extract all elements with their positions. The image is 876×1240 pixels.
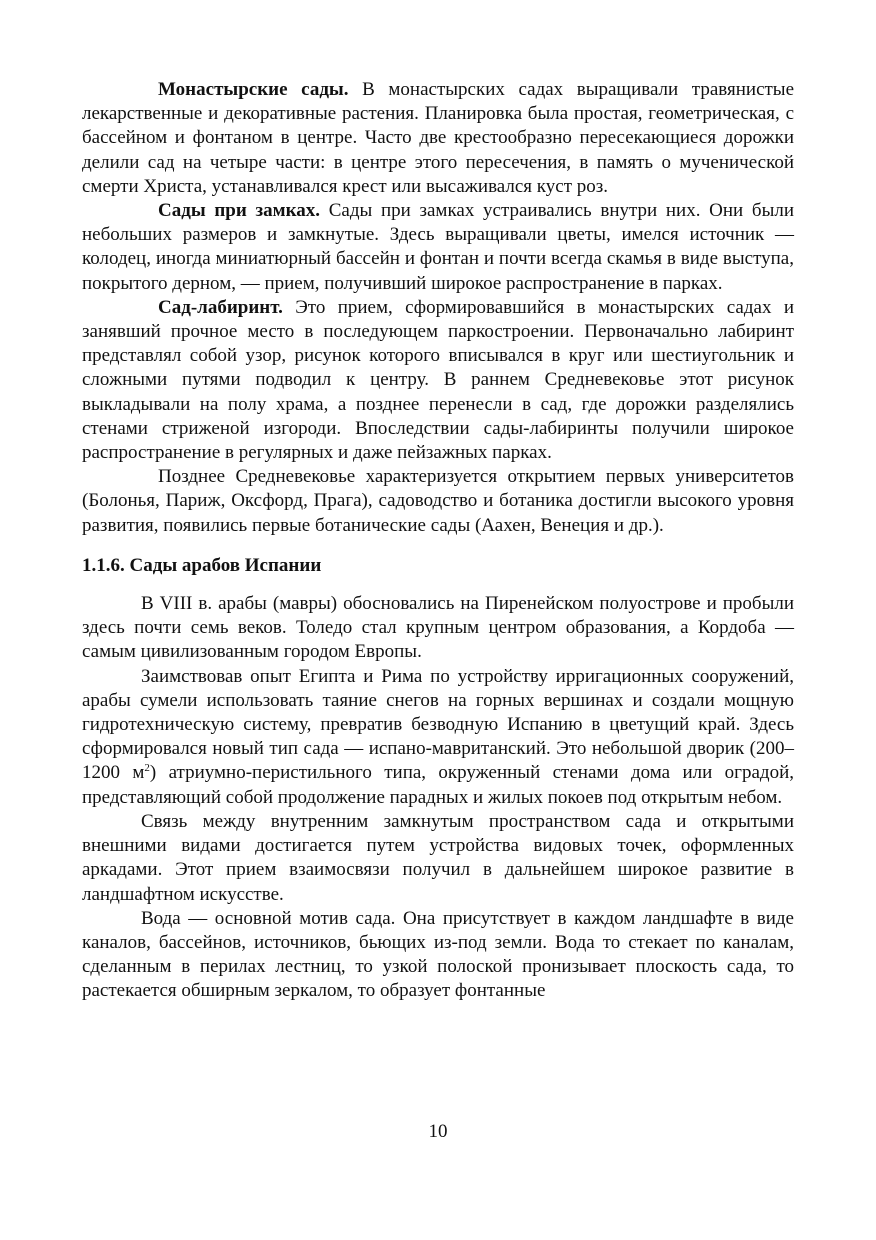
paragraph-arabs-spain: В VIII в. арабы (мавры) обосновались на Пиренейском полуострове и пробыли здесь почти семь веков. Толедо стал крупным центром образования, а Кордоба — самым цивилизованным городом Европы.: [82, 593, 794, 663]
paragraph-monastery-gardens: [82, 78, 794, 199]
run-in-heading: Сады при замках.: [158, 200, 321, 222]
superscript: 2: [144, 762, 150, 775]
paragraph-water: Вода — основной мотив сада. Она присутствует в каждом ландшафте в виде каналов, бассейнов, источников, бьющих из-под земли. Вода то стекает по каналам, сделанным в перилах лестниц, то узкой полоской пронизывает плоскость сада, то растекается обширным зеркалом, то образует фонтанные: [82, 907, 794, 1002]
paragraph-irrigation: [82, 665, 794, 810]
paragraph-views: Связь между внутренним замкнутым пространством сада и открытыми внешними видами достигается путем устройства видовых точек, оформленных аркадами. Этот прием взаимосвязи получил в дальнейшем широкое развитие в ландшафтном искусстве.: [82, 810, 794, 905]
paragraph-late-middle-ages: Позднее Средневековье характеризуется открытием первых университетов (Болонья, Париж, Оксфорд, Прага), садоводство и ботаника достигли высокого уровня развития, появились первые ботанические сады (Аахен, Венеция и др.).: [82, 466, 794, 536]
page-number: 10: [428, 1121, 448, 1142]
paragraph-castle-gardens: [82, 199, 794, 296]
paragraph-text: Сады при замках устраивались внутри них. Они были небольших размеров и замкнутые. Здесь выращивали цветы, имелся источник — колодец, иногда миниатюрный бассейн и фонтан и почти всегда скамья в виде выступа, покрытого дерном, — прием, получивший широкое распространение в парках.: [82, 200, 794, 294]
paragraph-text: В монастырских садах выращивали травянистые лекарственные и декоративные растения. Планировка была простая, геометрическая, с бассейном и фонтаном в центре. Часто две крестообразно пересекающиеся дорожки делили сад на четыре части: в центре этого пересечения, в память о мученической смерти Христа, устанавливался крест или высаживался куст роз.: [82, 79, 795, 197]
section-heading: 1.1.6. Сады арабов Испании: [82, 554, 322, 576]
run-in-heading: Сад-лабиринт.: [158, 296, 283, 318]
paragraph-text: Это прием, сформировавшийся в монастырских садах и занявший прочное место в последующем паркостроении. Первоначально лабиринт представлял собой узор, рисунок которого вписывался в круг или шестиугольник и сложными путями подводил к центру. В раннем Средневековье этот рисунок выкладывали на полу храма, а позднее перенесли в сад, где дорожки разделялись стенами стриженой изгороди. Впоследствии сады-лабиринты получили широкое распространение в регулярных и даже пейзажных парках.: [82, 296, 794, 464]
paragraph-labyrinth-garden: [82, 296, 794, 465]
page-body: [82, 78, 794, 1004]
paragraph-text: ) атриумно-перистильного типа, окруженный стенами дома или оградой, представляющий собой продолжение парадных и жилых покоев под открытым небом.: [82, 762, 794, 808]
paragraph-text: Заимствовав опыт Египта и Рима по устройству ирригационных сооружений, арабы сумели использовать таяние снегов на горных вершинах и создали мощную гидротехническую систему, превратив безводную Испанию в цветущий край. Здесь сформировался новый тип сада — испано-мавританский. Это небольшой дворик (200–1200 м: [82, 665, 794, 784]
run-in-heading: Монастырские сады.: [158, 79, 349, 100]
